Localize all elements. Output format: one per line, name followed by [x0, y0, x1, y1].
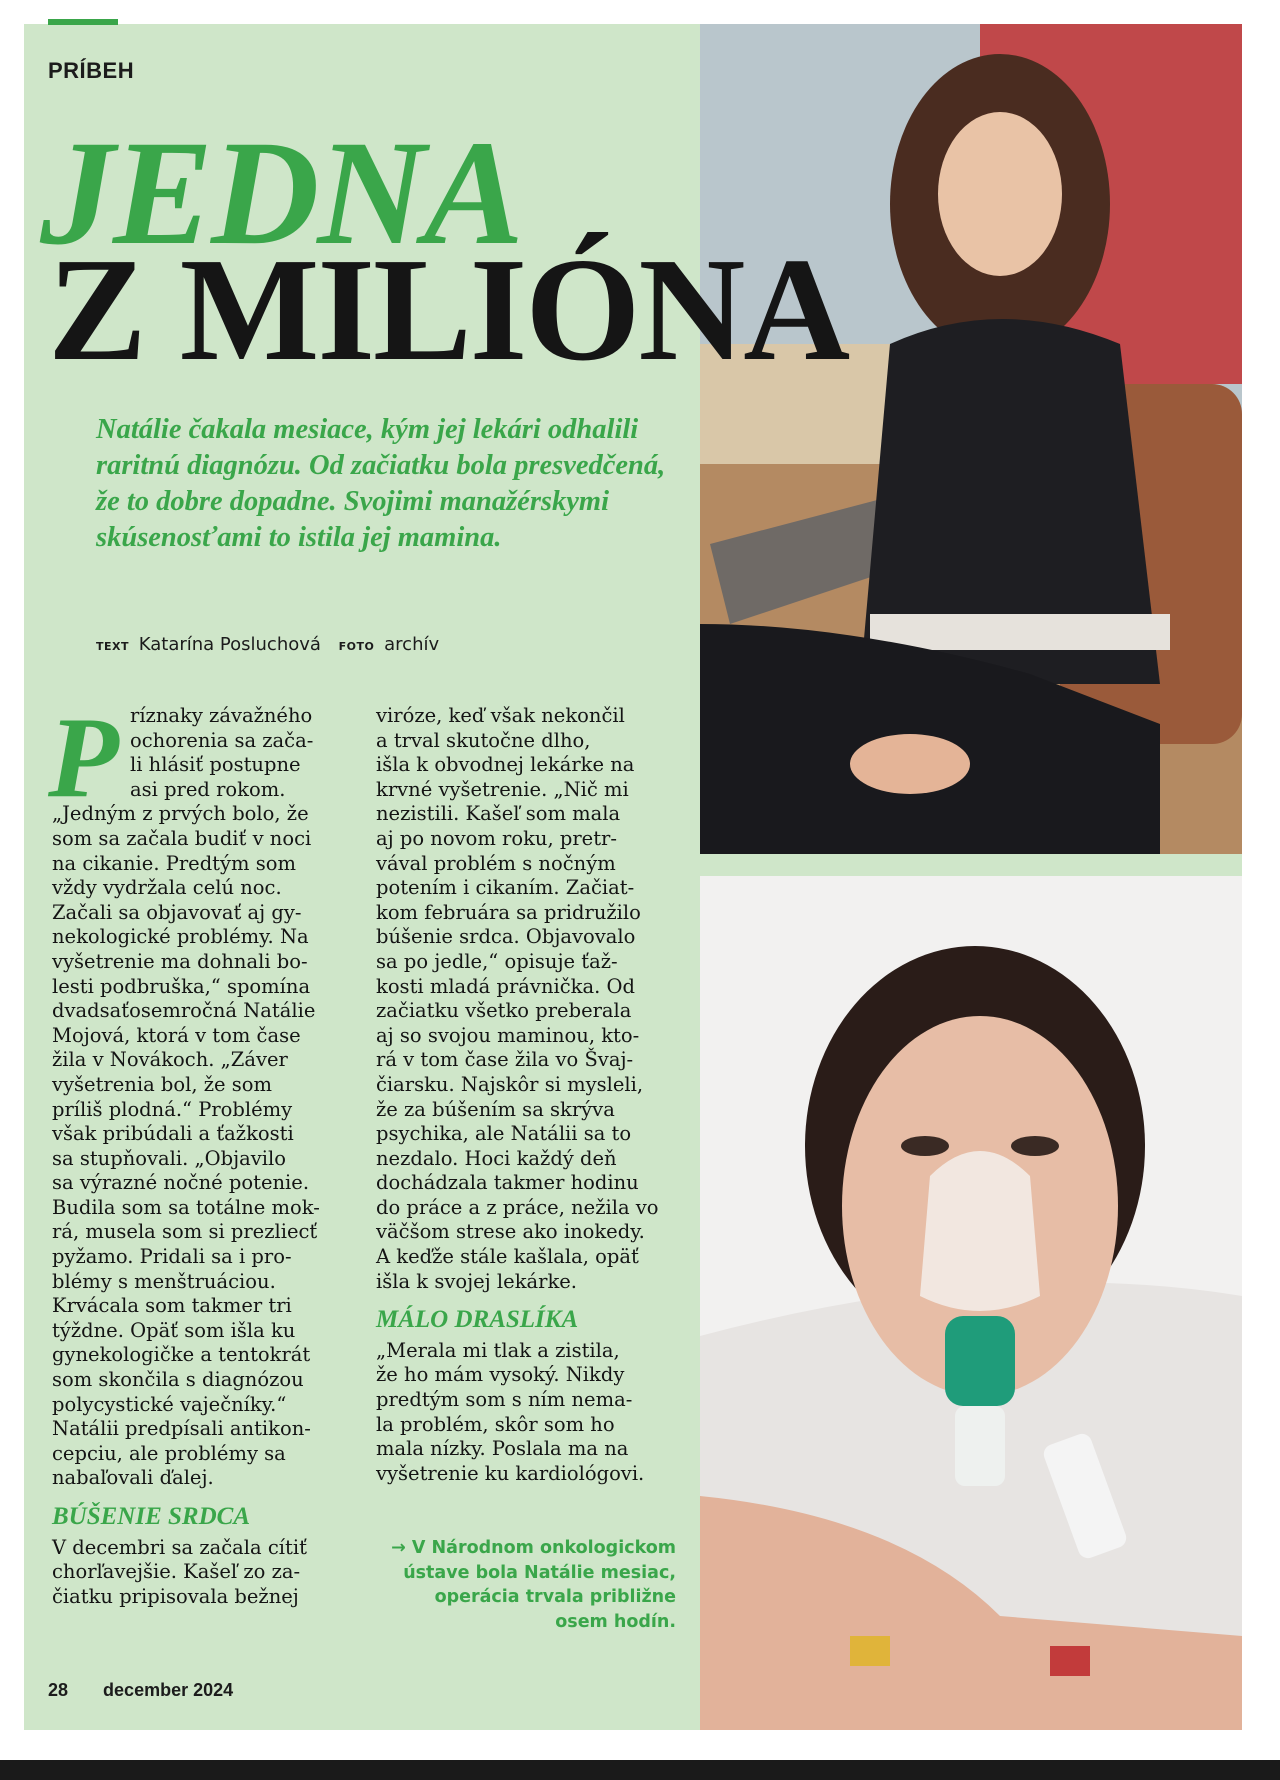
column-1-line: gynekologičke a tentokrát	[52, 1343, 311, 1367]
column-1-line: ríznaky závažného	[130, 704, 313, 727]
column-1-line: Krvácala som takmer tri	[52, 1294, 292, 1318]
article-column-2	[376, 704, 676, 1486]
column-1-line: li hlásiť postupne	[130, 753, 301, 777]
article-column-1	[52, 704, 347, 1609]
caption-line: osem hodín.	[555, 1611, 676, 1632]
lead-paragraph: Natálie čakala mesiace, kým jej lekári odhalili raritnú diagnózu. Od začiatku bola presvedčená, že to dobre dopadne. Svojimi manažérskymi skúsenosťami to istila jej mamina.	[96, 414, 666, 553]
column-2-line: išla k obvodnej lekárke na	[376, 753, 635, 777]
column-1-line: Budila som sa totálne mok-	[52, 1195, 320, 1219]
caption-line: operácia trvala približne	[434, 1587, 676, 1607]
column-2-line: A keďže stále kašlala, opäť	[376, 1245, 639, 1269]
column-2-line: búšenie srdca. Objavovalo	[376, 925, 636, 949]
subhead-busenie-srdca: BÚŠENIE SRDCA	[52, 1503, 250, 1530]
column-1-line: týždne. Opäť som išla ku	[52, 1318, 296, 1342]
column-2-line: čiarsku. Najskôr si mysleli,	[376, 1072, 644, 1096]
page-number: 28	[48, 1680, 69, 1700]
column-2-line: a trval skutočne dlho,	[376, 728, 591, 752]
column-1-line: ochorenia sa zača-	[130, 728, 314, 752]
column-2-line: že za búšením sa skrýva	[376, 1097, 615, 1121]
column-1-line: však pribúdali a ťažkosti	[52, 1122, 294, 1146]
byline-photo-tag: FOTO	[338, 640, 375, 653]
column-1-line: vyšetrenia bol, že som	[52, 1072, 273, 1096]
column-2-body	[376, 704, 676, 1294]
photo-natalie-seated	[700, 24, 1242, 854]
column-2-line: vával problém s nočným	[376, 851, 616, 875]
page-footer	[48, 1680, 233, 1701]
column-1-line: príliš plodná.“ Problémy	[52, 1097, 293, 1121]
top-accent-bar	[48, 19, 118, 25]
column-1-after-line: chorľavejšie. Kašeľ zo za-	[52, 1560, 301, 1584]
column-1-line: Mojová, ktorá v tom čase	[52, 1023, 301, 1047]
column-1-body	[52, 704, 347, 1491]
column-1-line: Natálii predpísali antikon-	[52, 1417, 311, 1441]
column-1-line: pyžamo. Pridali sa i pro-	[52, 1245, 292, 1269]
caption-line: → V Národnom onkologickom	[391, 1538, 676, 1558]
column-2-line: krvné vyšetrenie. „Nič mi	[376, 777, 629, 801]
column-2-line: nezdalo. Hoci každý deň	[376, 1146, 617, 1170]
column-1-after-line: čiatku pripisovala bežnej	[52, 1584, 299, 1608]
column-2-line: kosti mladá právnička. Od	[376, 974, 635, 998]
byline-photo-source: archív	[384, 634, 440, 655]
column-1-line: na cikanie. Predtým som	[52, 851, 296, 875]
column-2-line: aj po novom roku, pretr-	[376, 826, 617, 850]
column-1-line: Začali sa objavovať aj gy-	[52, 900, 302, 924]
column-1-line: blémy s menštruáciou.	[52, 1269, 276, 1293]
column-2-after-line: predtým som s ním nema-	[376, 1388, 633, 1412]
column-1-line: cepciu, ale problémy sa	[52, 1441, 286, 1465]
headline-line-2: Z MILIÓNA	[48, 228, 849, 392]
column-1-line: sa stupňovali. „Objavilo	[52, 1146, 286, 1170]
column-1-line: asi pred rokom.	[130, 777, 286, 801]
column-1-line: dvadsaťosemročná Natálie	[52, 999, 316, 1023]
column-2-after-line: že ho mám vysoký. Nikdy	[376, 1363, 625, 1387]
subhead-malo-draslika: MÁLO DRASLÍKA	[376, 1306, 579, 1334]
column-2-line: nezistili. Kašeľ som mala	[376, 802, 621, 826]
column-2-after-line: mala nízky. Poslala ma na	[376, 1437, 629, 1461]
column-1-line: vyšetrenie ma dohnali bo-	[52, 949, 308, 973]
column-2-line: išla k svojej lekárke.	[376, 1269, 578, 1293]
bottom-bar	[0, 1760, 1280, 1780]
column-1-line: „Jedným z prvých bolo, že	[52, 802, 309, 826]
column-2-line: začiatku všetko preberala	[376, 999, 632, 1023]
byline-text-tag: TEXT	[96, 640, 130, 653]
column-2-after-line: vyšetrenie ku kardiológovi.	[376, 1461, 645, 1485]
column-2-line: aj so svojou maminou, kto-	[376, 1023, 640, 1047]
column-1-line: polycystické vaječníky.“	[52, 1392, 287, 1416]
column-2-line: kom februára sa pridružilo	[376, 900, 641, 924]
column-1-after-subhead	[52, 1536, 347, 1610]
drop-cap: P	[48, 694, 119, 822]
column-1-line: vždy vydržala celú noc.	[52, 876, 282, 900]
column-2-line: sa po jedle,“ opisuje ťaž-	[376, 949, 618, 973]
column-1-line: som skončila s diagnózou	[52, 1368, 304, 1392]
column-2-line: potením i cikaním. Začiat-	[376, 876, 635, 900]
issue-date: december 2024	[103, 1680, 234, 1700]
column-1-line: nekologické problémy. Na	[52, 925, 309, 949]
column-1-line: žila v Novákoch. „Záver	[52, 1048, 288, 1072]
column-1-line: sa výrazné nočné potenie.	[52, 1171, 310, 1195]
column-2-after-line: „Merala mi tlak a zistila,	[376, 1338, 620, 1362]
column-2-after-subhead	[376, 1339, 676, 1487]
seated-portrait-illustration	[700, 24, 1242, 854]
byline-author: Katarína Posluchová	[138, 634, 321, 655]
column-1-line: rá, musela som si prezliecť	[52, 1220, 318, 1244]
hospital-portrait-illustration	[700, 876, 1242, 1730]
column-1-line: som sa začala budiť v noci	[52, 826, 312, 850]
photo-natalie-hospital	[700, 876, 1242, 1730]
byline	[96, 634, 439, 655]
headline-line-1: JEDNA	[40, 110, 522, 276]
photo-caption	[370, 1536, 676, 1634]
column-2-line: väčšom strese ako inokedy.	[376, 1220, 645, 1244]
caption-line: ústave bola Natálie mesiac,	[403, 1562, 676, 1583]
section-label: PRÍBEH	[48, 58, 135, 83]
column-2-after-line: la problém, skôr som ho	[376, 1412, 615, 1436]
column-2-line: do práce a z práce, nežila vo	[376, 1195, 659, 1219]
column-2-line: psychika, ale Natálii sa to	[376, 1122, 632, 1146]
column-1-line: nabaľovali ďalej.	[52, 1466, 214, 1490]
column-2-line: rá v tom čase žila vo Švaj-	[376, 1048, 634, 1072]
column-1-after-line: V decembri sa začala cítiť	[52, 1535, 307, 1559]
column-2-line: dochádzala takmer hodinu	[376, 1171, 639, 1195]
column-2-line: viróze, keď však nekončil	[376, 704, 625, 727]
column-1-line: lesti podbruška,“ spomína	[52, 974, 311, 998]
